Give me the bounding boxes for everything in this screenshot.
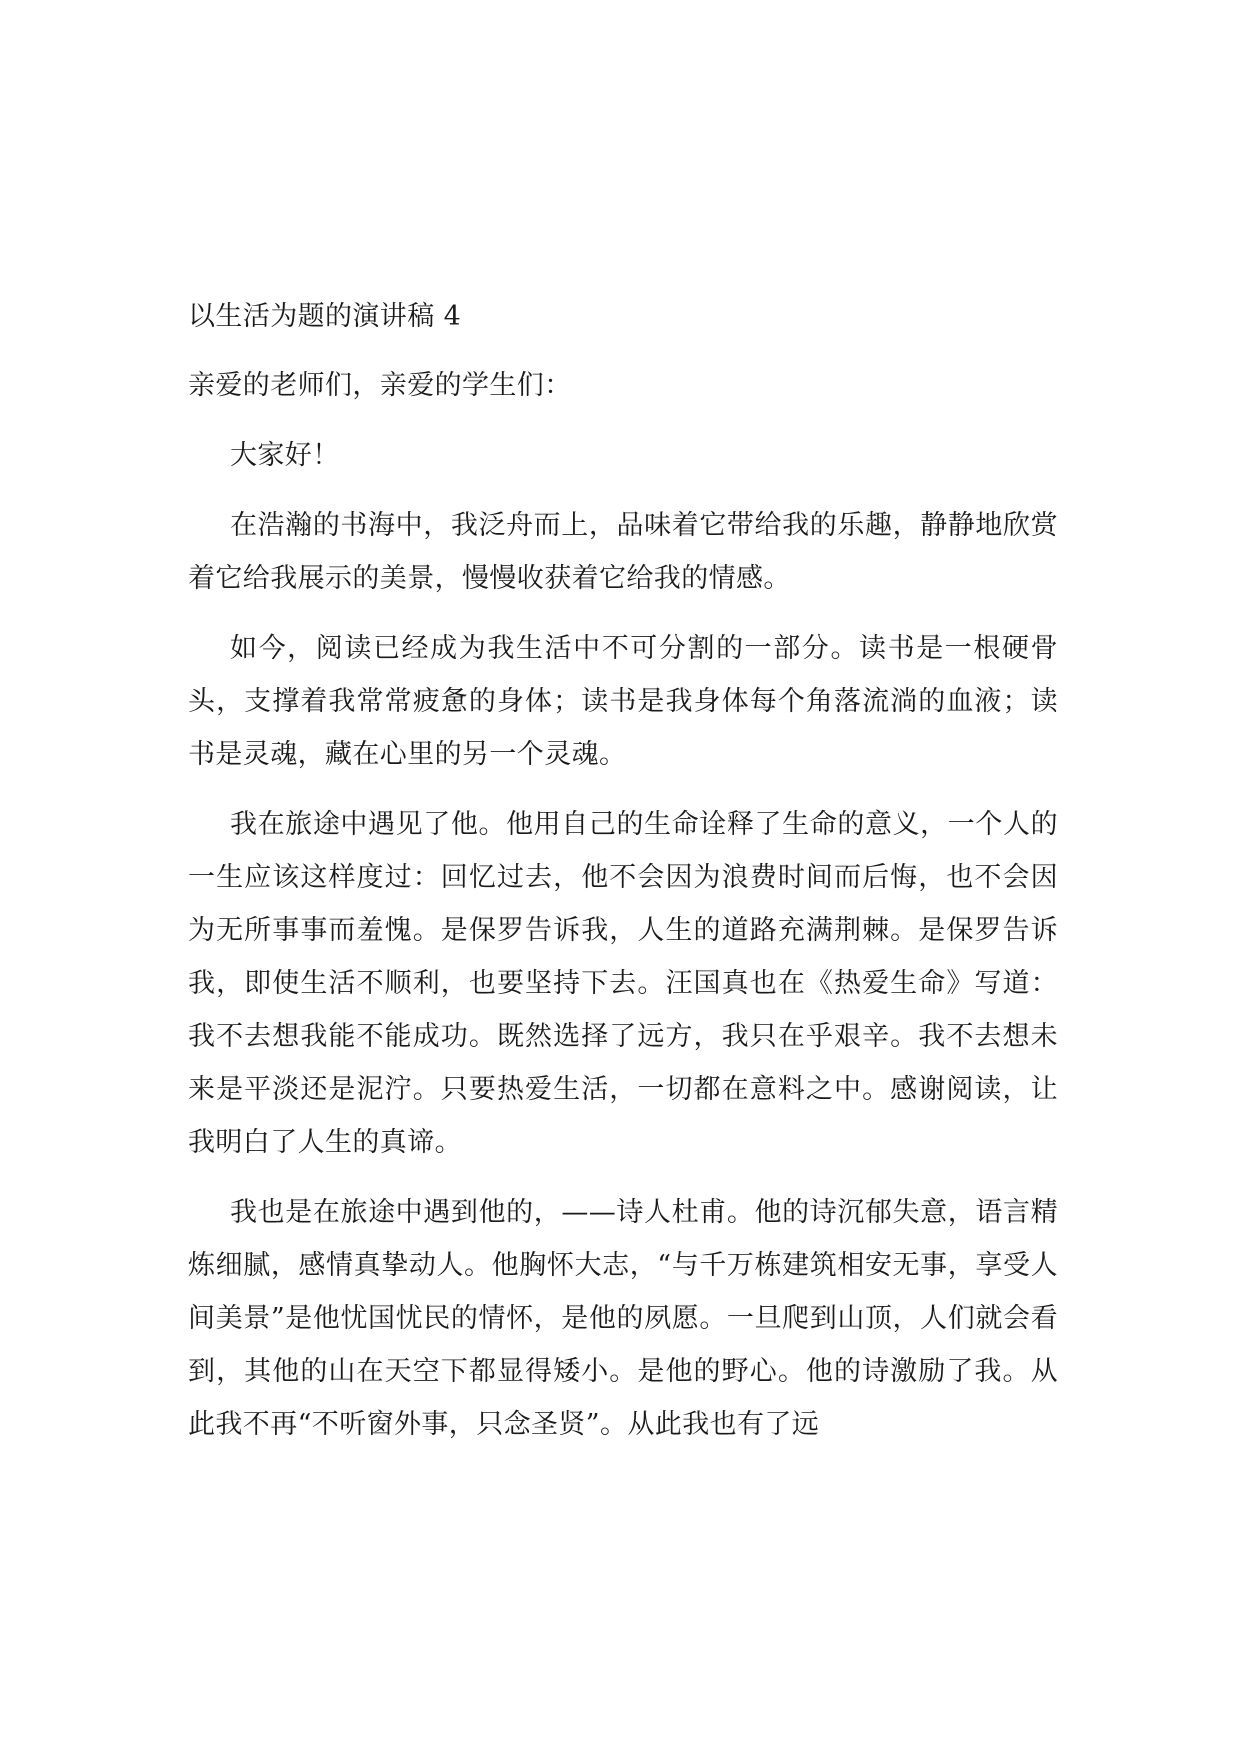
document-body bbox=[188, 359, 1058, 1468]
paragraph-greeting: 大家好！ bbox=[230, 440, 340, 471]
paragraph-4: 我也是在旅途中遇到他的，——诗人杜甫。他的诗沉郁失意，语言精炼细腻，感情真挚动人。他胸怀大志，“与千万栋建筑相安无事，享受人间美景”是他忧国忧民的情怀，是他的夙愿。一旦爬到山顶，人们就会看到，其他的山在天空下都显得矮小。是他的野心。他的诗激励了我。从此我不再“不听窗外事，只念圣贤”。从此我也有了远 bbox=[188, 1197, 1058, 1440]
document-title: 以生活为题的演讲稿 4 bbox=[188, 301, 462, 332]
paragraph-2: 如今，阅读已经成为我生活中不可分割的一部分。读书是一根硬骨头，支撑着我常常疲惫的身体；读书是我身体每个角落流淌的血液；读书是灵魂，藏在心里的另一个灵魂。 bbox=[188, 633, 1058, 770]
paragraph-3: 我在旅途中遇见了他。他用自己的生命诠释了生命的意义，一个人的一生应该这样度过：回忆过去，他不会因为浪费时间而后悔，也不会因为无所事事而羞愧。是保罗告诉我，人生的道路充满荆棘。是保罗告诉我，即使生活不顺利，也要坚持下去。汪国真也在《热爱生命》写道：我不去想我能不能成功。既然选择了远方，我只在乎艰辛。我不去想未来是平淡还是泥泞。只要热爱生活，一切都在意料之中。感谢阅读，让我明白了人生的真谛。 bbox=[188, 809, 1058, 1158]
salutation: 亲爱的老师们，亲爱的学生们： bbox=[188, 370, 572, 401]
paragraph-1: 在浩瀚的书海中，我泛舟而上，品味着它带给我的乐趣，静静地欣赏着它给我展示的美景，慢慢收获着它给我的情感。 bbox=[188, 510, 1058, 594]
